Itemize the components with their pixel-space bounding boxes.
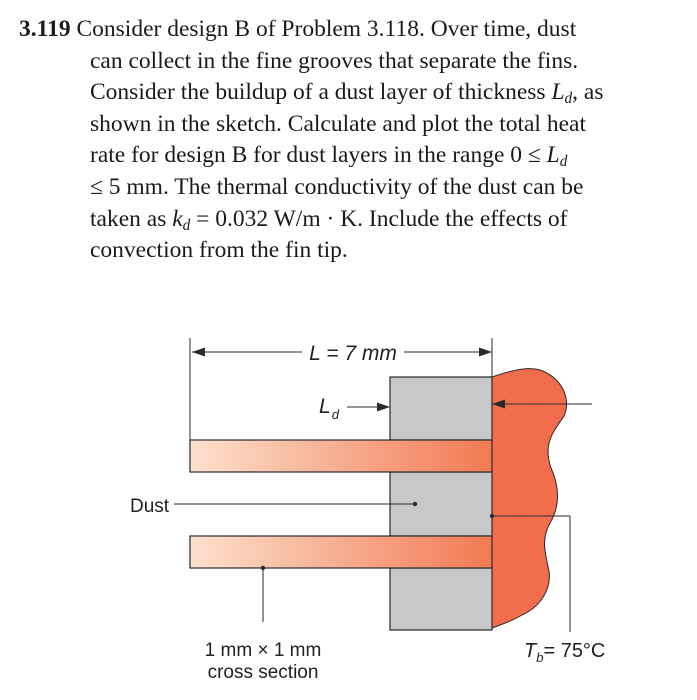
problem-line-3: Consider the buildup of a dust layer of thickness $L_d$, as [90, 79, 604, 107]
cross-section-label-2: cross section [207, 662, 319, 683]
cross-section-label-1: 1 mm × 1 mm [204, 640, 322, 661]
problem-line-1: 3.119 Consider design B of Problem 3.118. Over time, dust [19, 16, 577, 42]
fin-lower [190, 536, 492, 568]
ld-label: $L_d$ [319, 395, 339, 422]
tb-label: $T_b= 75^\circ C$ [524, 640, 606, 665]
cross-section-leader-dot [261, 566, 265, 570]
problem-line-8: convection from the fin tip. [90, 237, 348, 264]
problem-number: 3.119 [19, 16, 71, 42]
length-label: L = 7 mm [309, 342, 397, 365]
dust-block-top [390, 377, 492, 440]
fin-upper [190, 440, 492, 472]
problem-line-5: rate for design B for dust layers in the range $0 \le L_d$ [90, 142, 568, 171]
problem-line-2: can collect in the fine grooves that separate the fins. [90, 47, 579, 74]
dust-leader-dot [413, 502, 417, 506]
length-arrowhead-right [479, 348, 492, 357]
dust-block-bottom [390, 568, 492, 630]
problem-line-4: shown in the sketch. Calculate and plot the total heat [90, 110, 586, 137]
dust-label: Dust [130, 496, 170, 517]
ld-arrowhead-left [377, 403, 390, 412]
length-arrowhead-left [192, 348, 205, 357]
problem-line-7: taken as $k_d = 0.032$ W/m · K. Include the effects of [90, 205, 568, 234]
problem-line-6: ≤ 5 mm. The thermal conductivity of the dust can be [90, 173, 584, 200]
